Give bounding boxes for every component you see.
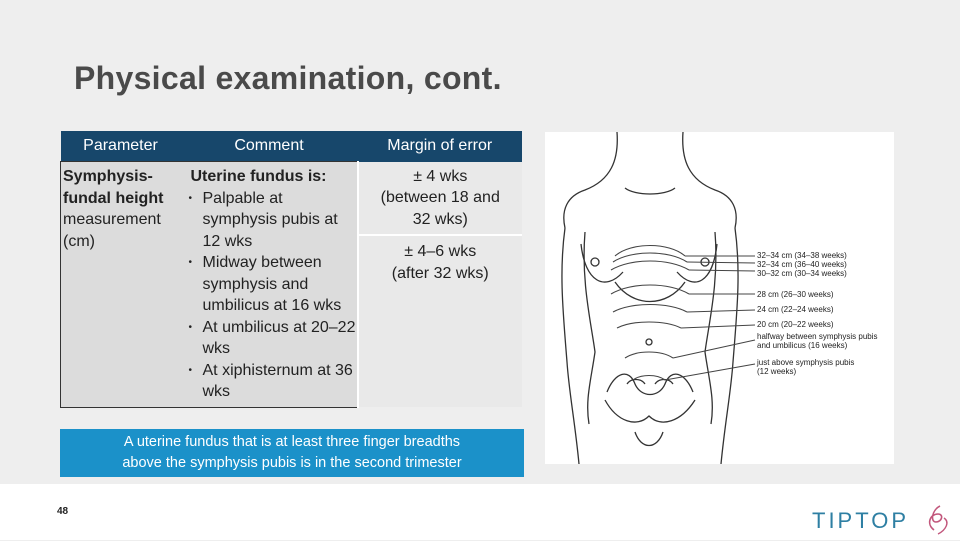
page-number: 48 bbox=[57, 506, 69, 517]
margin-2-line-1: ± 4–6 wks bbox=[404, 243, 477, 260]
figure-label: and umbilicus (16 weeks) bbox=[757, 341, 848, 350]
tiptop-logo-icon bbox=[812, 500, 952, 536]
figure-label: 28 cm (26–30 weeks) bbox=[757, 290, 834, 299]
torso-illustration bbox=[545, 132, 894, 464]
figure-label: 20 cm (20–22 weeks) bbox=[757, 320, 834, 329]
tiptop-logo bbox=[812, 500, 952, 536]
figure-label: just above symphysis pubis bbox=[757, 358, 855, 367]
comment-cell bbox=[181, 162, 358, 408]
margin-1-line-3: 32 wks) bbox=[412, 210, 468, 228]
list-item: • At umbilicus at 20–22 wks bbox=[181, 317, 357, 360]
margin-after-32 bbox=[359, 236, 523, 288]
trimester-note bbox=[60, 429, 524, 477]
slide-title: Physical examination, cont. bbox=[74, 60, 502, 96]
logo-text: TIPTOP bbox=[812, 508, 910, 533]
parameter-line-2: fundal height bbox=[63, 189, 164, 207]
header-margin: Margin of error bbox=[358, 131, 523, 162]
figure-label: 24 cm (22–24 weeks) bbox=[757, 305, 834, 314]
figure-label: (12 weeks) bbox=[757, 367, 797, 376]
figure-label: 32–34 cm (36–40 weeks) bbox=[757, 260, 847, 269]
figure-label: 30–32 cm (30–34 weeks) bbox=[757, 269, 847, 278]
margin-1-line-2: (between 18 and bbox=[380, 189, 500, 206]
note-line-2: above the symphysis pubis is in the second trimester bbox=[122, 455, 462, 471]
margin-before-32 bbox=[359, 162, 523, 237]
note-line-1: A uterine fundus that is at least three finger breadths bbox=[123, 434, 461, 450]
margin-2-line-2: (after 32 wks) bbox=[391, 264, 489, 282]
comment-list bbox=[181, 188, 357, 403]
margin-cell bbox=[358, 162, 523, 408]
figure-label: 32–34 cm (34–38 weeks) bbox=[757, 251, 847, 260]
fundal-height-figure bbox=[545, 132, 894, 464]
margin-1-line-1: ± 4 wks bbox=[413, 167, 468, 185]
list-item: • At xiphisternum at 36 wks bbox=[181, 360, 357, 403]
figure-label: halfway between symphysis pubis bbox=[757, 332, 878, 341]
comment-lead: Uterine fundus is: bbox=[190, 168, 327, 185]
header-comment: Comment bbox=[181, 131, 358, 162]
parameter-cell bbox=[61, 162, 181, 408]
examination-table bbox=[60, 131, 522, 408]
list-item: • Midway between symphysis and umbilicus at 16 wks bbox=[181, 252, 357, 317]
parameter-line-3: measurement bbox=[63, 211, 161, 228]
parameter-line-4: (cm) bbox=[63, 232, 95, 250]
parameter-line-1: Symphysis- bbox=[63, 168, 153, 185]
list-item: • Palpable at symphysis pubis at 12 wks bbox=[181, 188, 357, 253]
header-parameter: Parameter bbox=[61, 131, 181, 162]
